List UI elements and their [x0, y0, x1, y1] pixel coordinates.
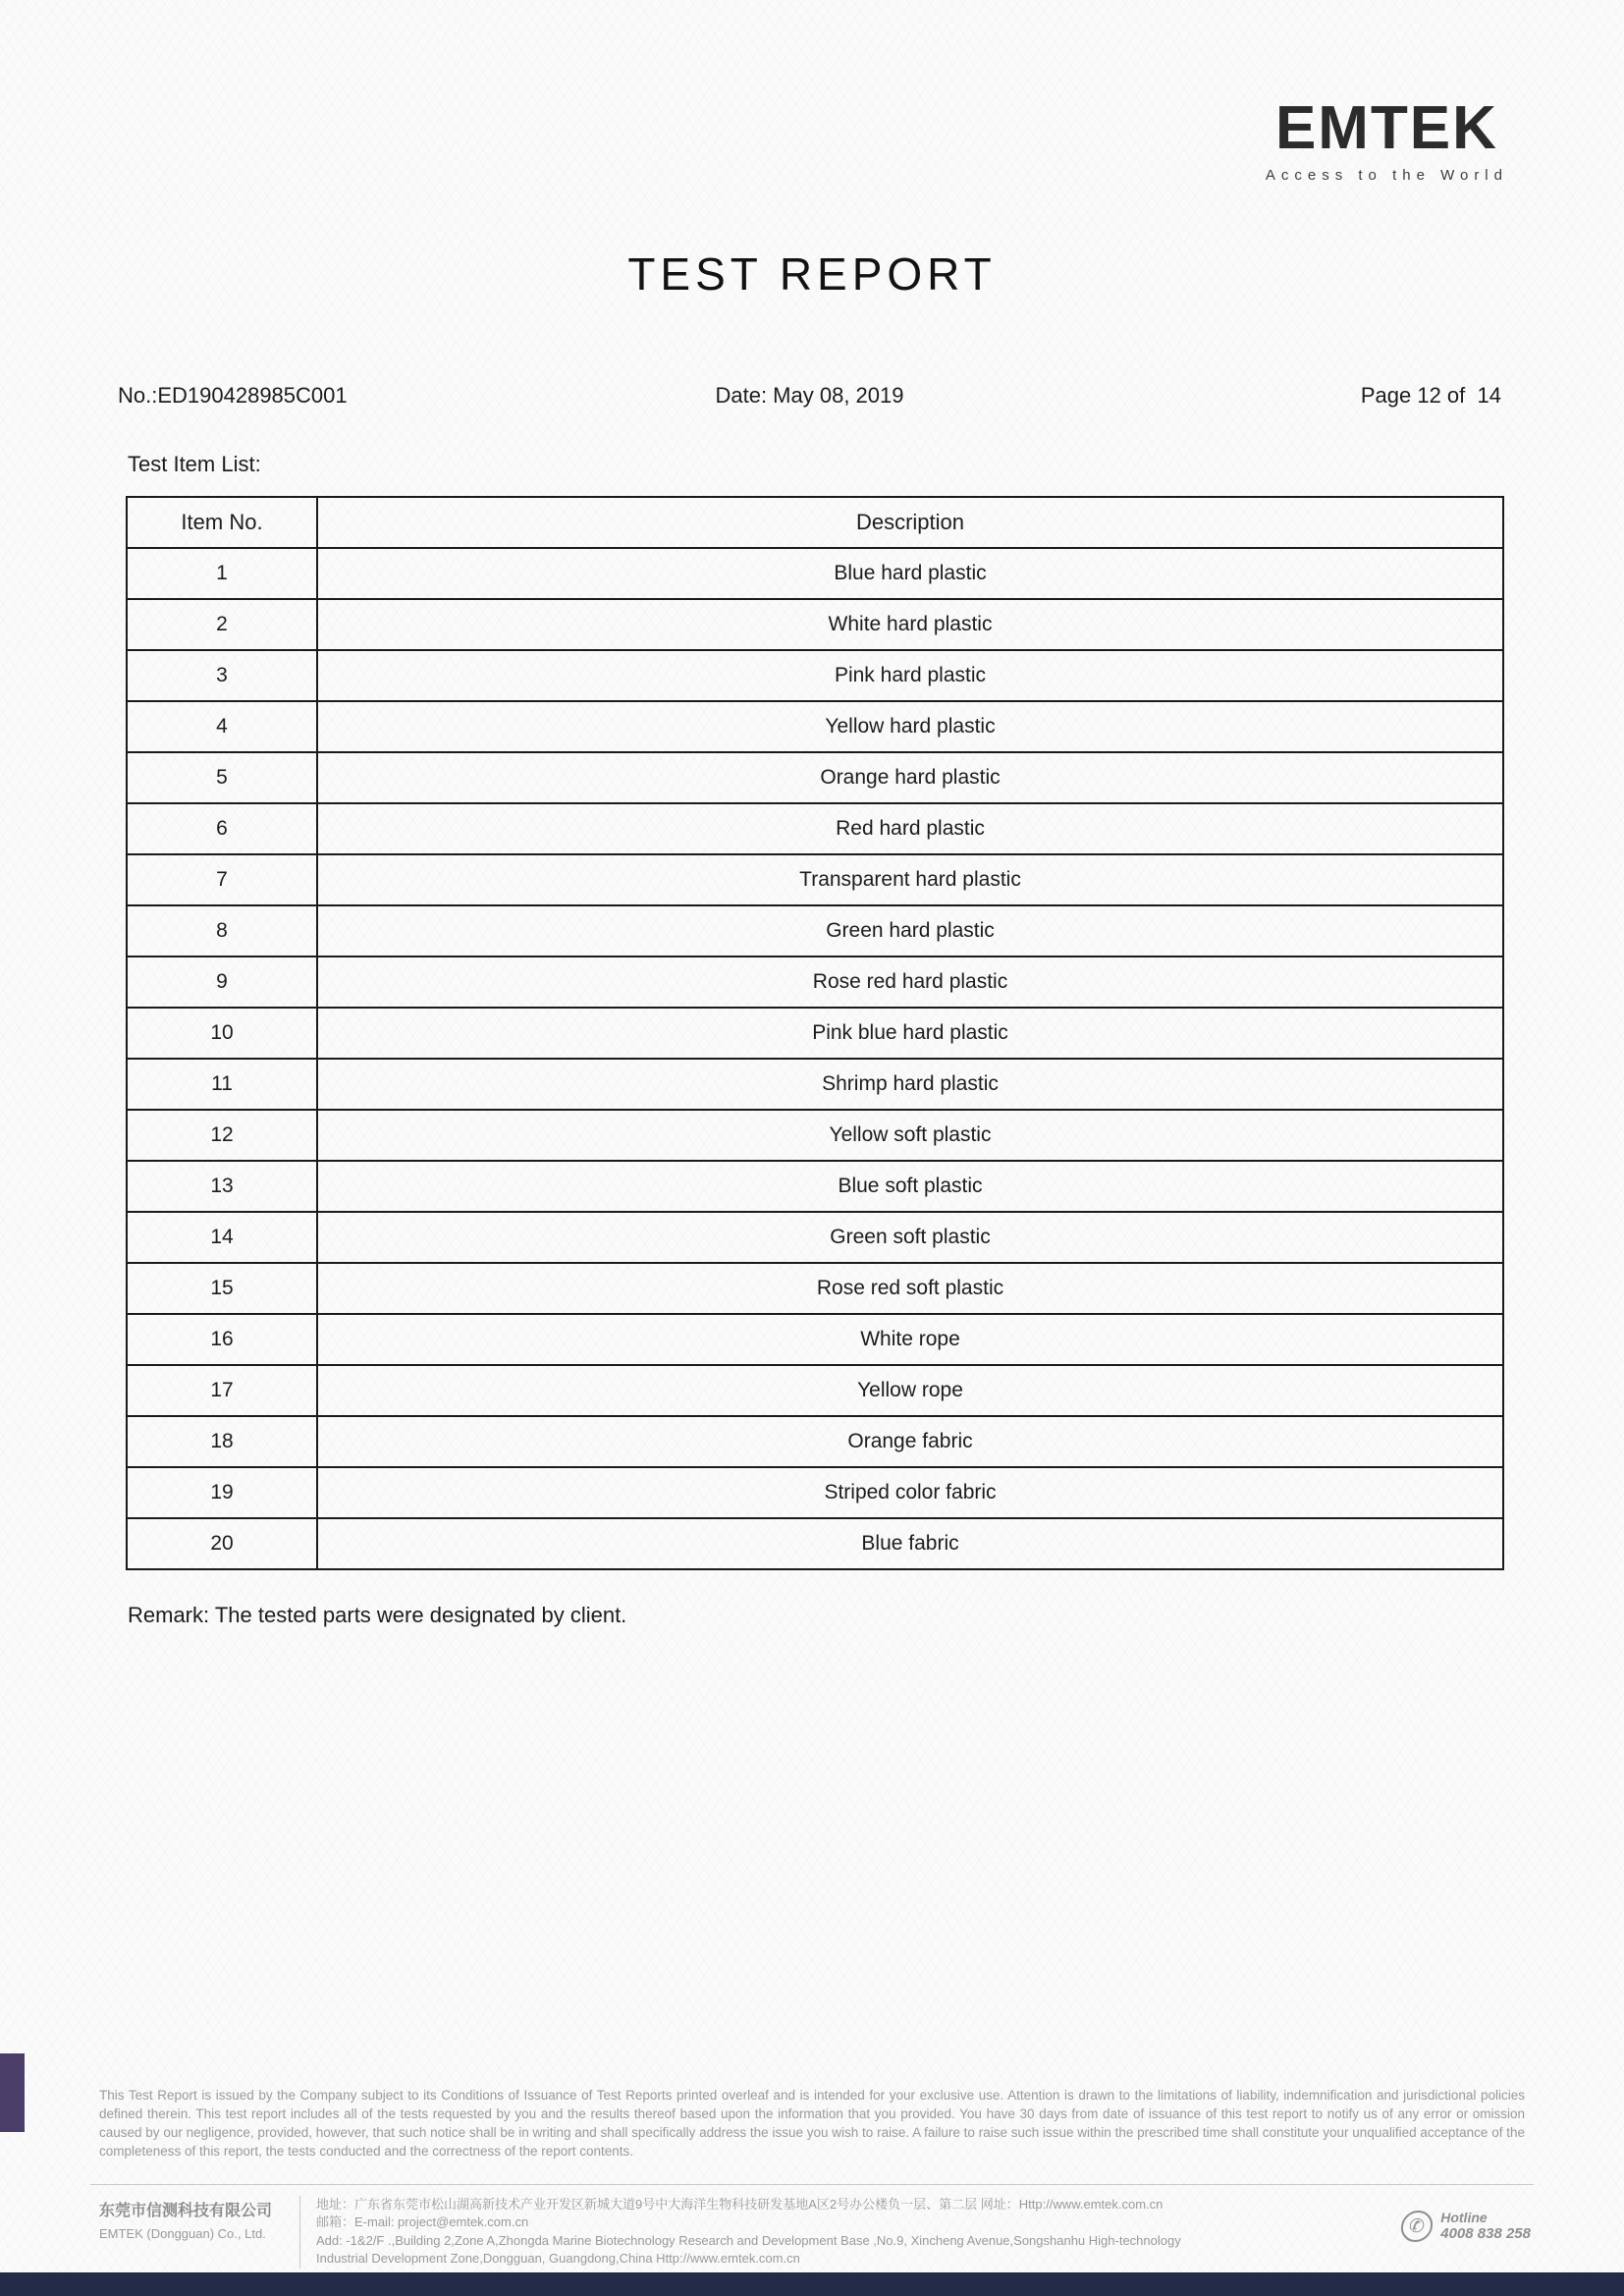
description-cell: Yellow rope [317, 1365, 1503, 1416]
emtek-logo-text: EMTEK [1274, 94, 1498, 162]
report-info-row [118, 383, 1501, 409]
item-no-header: Item No. [127, 497, 317, 548]
item-no-cell: 8 [127, 905, 317, 957]
page-title: TEST REPORT [627, 248, 997, 300]
company-name-cn: 东莞市信测科技有限公司 [99, 2203, 273, 2219]
table-row [127, 599, 1503, 650]
footer [99, 2196, 1531, 2269]
description-cell: White hard plastic [317, 599, 1503, 650]
footer-address-block [299, 2196, 1387, 2269]
description-cell: Pink blue hard plastic [317, 1008, 1503, 1059]
item-no-cell: 11 [127, 1059, 317, 1110]
address-line-cn: 地址：广东省东莞市松山湖高新技术产业开发区新城大道9号中大海洋生物科技研发基地A区2号办公楼负一层、第二层 网址：Http://www.emtek.com.cn [316, 2197, 1164, 2212]
description-cell: Transparent hard plastic [317, 854, 1503, 905]
item-no-cell: 2 [127, 599, 317, 650]
item-no-cell: 6 [127, 803, 317, 854]
table-row [127, 1161, 1503, 1212]
table-row [127, 650, 1503, 701]
item-no-cell: 13 [127, 1161, 317, 1212]
emtek-logo-tagline: Access to the World [1265, 167, 1508, 184]
table-header-row [127, 497, 1503, 548]
table-row [127, 803, 1503, 854]
description-cell: Striped color fabric [317, 1467, 1503, 1518]
description-cell: Yellow hard plastic [317, 701, 1503, 752]
remark-text: Remark: The tested parts were designated by client. [128, 1603, 627, 1627]
test-item-table-body [127, 548, 1503, 1569]
item-no-cell: 19 [127, 1467, 317, 1518]
description-cell: White rope [317, 1314, 1503, 1365]
report-date: Date: May 08, 2019 [715, 383, 904, 408]
description-cell: Green hard plastic [317, 905, 1503, 957]
table-row [127, 854, 1503, 905]
item-no-cell: 18 [127, 1416, 317, 1467]
description-cell: Rose red hard plastic [317, 957, 1503, 1008]
item-no-cell: 15 [127, 1263, 317, 1314]
emtek-logo [1265, 94, 1508, 184]
description-cell: Green soft plastic [317, 1212, 1503, 1263]
table-row [127, 1263, 1503, 1314]
table-row [127, 1467, 1503, 1518]
description-cell: Shrimp hard plastic [317, 1059, 1503, 1110]
description-header: Description [317, 497, 1503, 548]
table-row [127, 905, 1503, 957]
description-cell: Blue fabric [317, 1518, 1503, 1569]
table-row [127, 957, 1503, 1008]
description-cell: Orange hard plastic [317, 752, 1503, 803]
item-no-cell: 20 [127, 1518, 317, 1569]
item-no-cell: 7 [127, 854, 317, 905]
hotline-text [1440, 2210, 1531, 2242]
description-cell: Red hard plastic [317, 803, 1503, 854]
table-row [127, 1008, 1503, 1059]
table-row [127, 1314, 1503, 1365]
description-cell: Blue soft plastic [317, 1161, 1503, 1212]
table-row [127, 1365, 1503, 1416]
item-no-cell: 12 [127, 1110, 317, 1161]
table-row [127, 1518, 1503, 1569]
bottom-bar [0, 2272, 1624, 2296]
item-no-cell: 16 [127, 1314, 317, 1365]
item-no-cell: 3 [127, 650, 317, 701]
table-row [127, 1212, 1503, 1263]
left-accent-tab [0, 2053, 25, 2132]
hotline-block [1401, 2196, 1531, 2242]
table-row [127, 752, 1503, 803]
description-cell: Orange fabric [317, 1416, 1503, 1467]
table-row [127, 1110, 1503, 1161]
footer-divider [90, 2184, 1534, 2185]
test-item-table [126, 496, 1504, 1570]
company-name-en: EMTEK (Dongguan) Co., Ltd. [99, 2226, 266, 2241]
page-number: Page 12 of 14 [1360, 383, 1501, 408]
item-no-cell: 17 [127, 1365, 317, 1416]
email-line: 邮箱：E-mail: project@emtek.com.cn [316, 2214, 529, 2230]
description-cell: Pink hard plastic [317, 650, 1503, 701]
description-cell: Blue hard plastic [317, 548, 1503, 599]
hotline-number: 4008 838 258 [1440, 2225, 1531, 2242]
footer-company-block [99, 2196, 282, 2241]
item-no-cell: 1 [127, 548, 317, 599]
table-row [127, 701, 1503, 752]
item-no-cell: 14 [127, 1212, 317, 1263]
table-row [127, 548, 1503, 599]
item-no-cell: 9 [127, 957, 317, 1008]
description-cell: Yellow soft plastic [317, 1110, 1503, 1161]
description-cell: Rose red soft plastic [317, 1263, 1503, 1314]
disclaimer-text: This Test Report is issued by the Company subject to its Conditions of Issuance of Test Reports printed overleaf and is intended for your exclusive use. Attention is drawn to the limitations of liability, indemnification and jurisdictional policies defined therein. This test report includes all of the tests requested by you and the results thereof based upon the information that you provided. You have 30 days from date of issuance of this test report to notify us of any error or omission caused by our negligence, provided, however, that such notice shall be in writing and shall specifically address the issue you wish to raise. A failure to raise such issue within the prescribed time shall constitute your unqualified acceptance of the completeness of this report, the tests conducted and the correctness of the report contents. [99, 2088, 1525, 2159]
address-line-en-2: Industrial Development Zone,Dongguan, Guangdong,China Http://www.emtek.com.cn [316, 2251, 800, 2267]
item-no-cell: 10 [127, 1008, 317, 1059]
table-row [127, 1416, 1503, 1467]
hotline-phone-icon: ✆ [1400, 2211, 1435, 2242]
report-number: No.:ED190428985C001 [118, 383, 348, 408]
table-row [127, 1059, 1503, 1110]
item-no-cell: 4 [127, 701, 317, 752]
test-item-list-label: Test Item List: [128, 452, 261, 476]
hotline-label: Hotline [1440, 2210, 1488, 2225]
address-line-en-1: Add: -1&2/F .,Building 2,Zone A,Zhongda Marine Biotechnology Research and Development Base ,No.9, Xincheng Avenue,Songshanhu High-technology [316, 2232, 1181, 2248]
item-no-cell: 5 [127, 752, 317, 803]
